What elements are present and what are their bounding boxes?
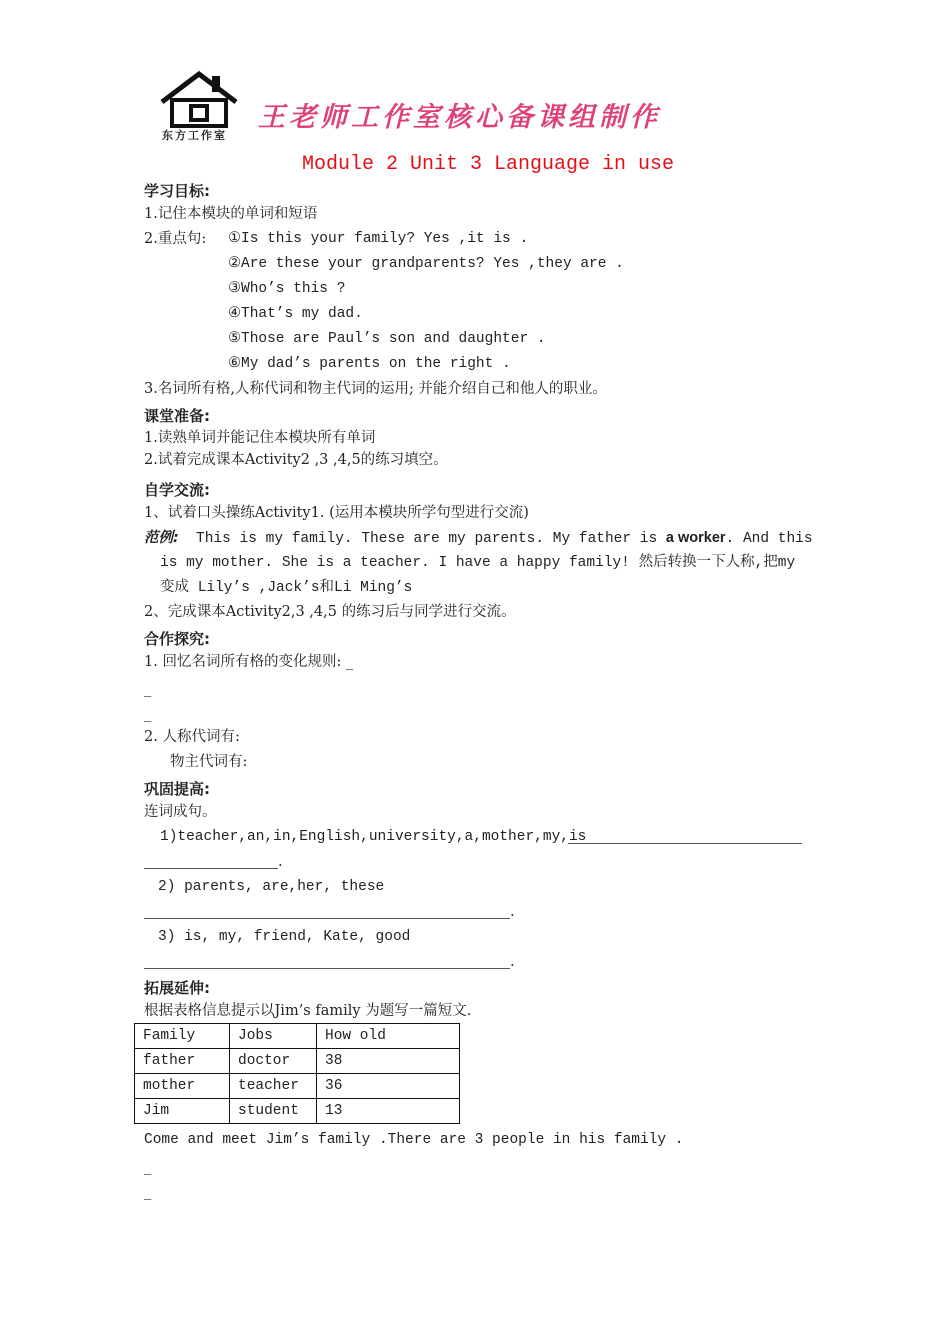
coop-heading: 合作探究: [144,630,210,648]
extend-intro: 根据表格信息提示以Jim’s family 为题写一篇短文. [144,1003,472,1019]
logo-caption: 东方工作室 [162,129,227,142]
banner-title: 王老师工作室核心备课组制作 [258,102,661,133]
self-study-heading: 自学交流: [144,481,210,499]
self-item-1: 1、试着口头操练Activity1. (运用本模块所学句型进行交流) [144,505,529,521]
goal-item-2-label: 2.重点句: [144,231,207,247]
answer-line-1a [568,843,802,844]
consolidate-intro: 连词成句。 [144,804,217,820]
table-cell: teacher [230,1074,317,1099]
example-label: 范例: [144,530,179,546]
coop-blank-1: _ [144,681,152,697]
table-cell: 38 [317,1049,460,1074]
key-sentence-6: ⑥My dad’s parents on the right . [228,356,511,372]
example-line-2: is my mother. She is a teacher. I have a happy family! 然后转换一下人称,把my [160,555,796,571]
answer-line-1b [144,868,278,869]
question-1: 1)teacher,an,in,English,university,a,mother,my,is [160,829,587,845]
key-sentence-5: ⑤Those are Paul’s son and daughter . [228,331,546,347]
consolidate-heading: 巩固提高: [144,780,210,798]
question-3-end: . [510,954,515,970]
extend-after-text: Come and meet Jim’s family .There are 3 people in his family . [144,1132,684,1148]
example-line-1-a: This is my family. These are my parents. My father is [196,531,666,547]
goal-item-3: 3.名词所有格,人称代词和物主代词的运用; 并能介绍自己和他人的职业。 [144,381,607,397]
key-sentence-2: ②Are these your grandparents? Yes ,they are . [228,256,624,272]
table-header-row [135,1024,460,1049]
table-cell: student [230,1099,317,1124]
table-header-cell: How old [317,1024,460,1049]
table-cell: 13 [317,1099,460,1124]
extend-heading: 拓展延伸: [144,979,210,997]
page-title: Module 2 Unit 3 Language in use [302,153,675,176]
table-row [135,1099,460,1124]
question-2: 2) parents, are,her, these [158,879,385,895]
example-bold: a worker [665,530,726,546]
table-cell: father [135,1049,230,1074]
example-line-3: 变成 Lily’s ,Jack’s和Li Ming’s [160,580,413,596]
goals-heading: 学习目标: [144,182,210,200]
answer-line-3 [144,968,510,969]
table-cell: mother [135,1074,230,1099]
coop-blank-2: _ [144,706,152,722]
prep-item-1: 1.读熟单词并能记住本模块所有单词 [144,430,376,446]
question-1-end: . [278,854,283,870]
coop-item-1: 1. 回忆名词所有格的变化规则: _ [144,654,354,670]
table-cell: 36 [317,1074,460,1099]
coop-item-2: 2. 人称代词有: [144,729,240,745]
table-header-cell: Jobs [230,1024,317,1049]
extend-blank-1: _ [144,1159,152,1175]
key-sentence-3: ③Who’s this ? [228,281,346,297]
table-row [135,1049,460,1074]
prep-heading: 课堂准备: [144,407,210,425]
key-sentence-1: ①Is this your family? Yes ,it is . [228,231,529,247]
table-header-cell: Family [135,1024,230,1049]
answer-line-2 [144,918,510,919]
table-cell: doctor [230,1049,317,1074]
coop-item-3: 物主代词有: [170,754,248,770]
question-3: 3) is, my, friend, Kate, good [158,929,411,945]
question-2-end: . [510,904,515,920]
table-cell: Jim [135,1099,230,1124]
table-row [135,1074,460,1099]
example-line-1-b: . And this [725,531,813,547]
family-jobs-table [134,1023,460,1124]
extend-blank-2: _ [144,1184,152,1200]
self-item-2: 2、完成课本Activity2,3 ,4,5 的练习后与同学进行交流。 [144,604,516,620]
goal-item-1: 1.记住本模块的单词和短语 [144,206,318,222]
key-sentence-4: ④That’s my dad. [228,306,363,322]
example-line-1 [196,529,813,548]
prep-item-2: 2.试着完成课本Activity2 ,3 ,4,5的练习填空。 [144,452,448,468]
